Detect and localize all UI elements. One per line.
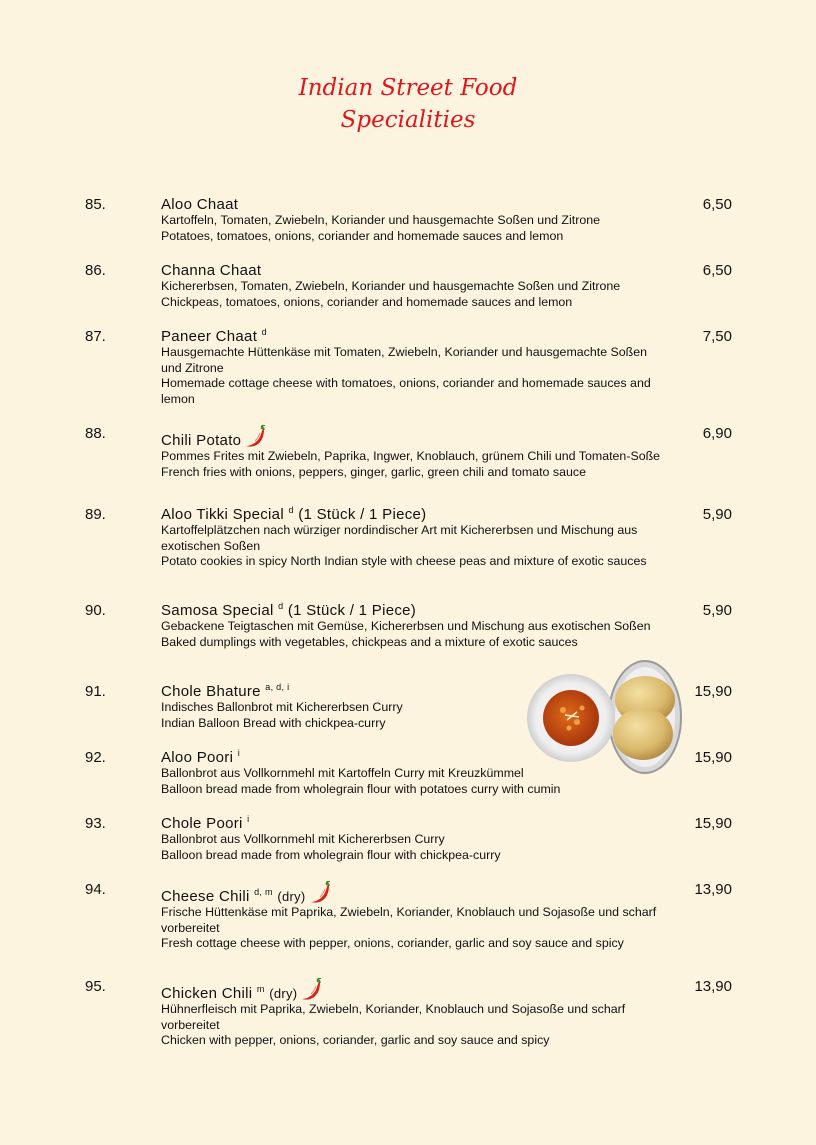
item-price: 13,90	[694, 881, 732, 898]
item-body	[161, 262, 661, 310]
item-number: 89.	[85, 506, 106, 523]
chili-pepper-icon	[310, 881, 332, 905]
item-description-de: Ballonbrot aus Vollkornmehl mit Kichererbsen Curry	[161, 832, 445, 846]
item-description-en: Balloon bread made from wholegrain flour with chickpea-curry	[161, 847, 501, 862]
item-name-text: Aloo Poori	[161, 749, 234, 766]
allergen-codes: m	[256, 984, 265, 994]
item-description-de: Hausgemachte Hüttenkäse mit Tomaten, Zwiebeln, Koriander und hausgemachte Soßen und Zitrone	[161, 345, 648, 375]
item-name	[161, 602, 661, 619]
item-price: 15,90	[694, 683, 732, 700]
item-name-text: Aloo Tikki Special	[161, 506, 284, 523]
item-name	[161, 749, 661, 766]
item-name	[161, 978, 661, 1002]
item-description-de: Kartoffeln, Tomaten, Zwiebeln, Koriander und hausgemachte Soßen und Zitrone	[161, 213, 600, 227]
item-number: 91.	[85, 683, 106, 700]
item-price: 15,90	[694, 749, 732, 766]
item-body	[161, 506, 661, 570]
item-body	[161, 602, 661, 650]
allergen-codes: i	[237, 748, 240, 758]
item-price: 7,50	[702, 328, 732, 345]
item-description-de: Gebackene Teigtaschen mit Gemüse, Kichererbsen und Mischung aus exotischen Soßen	[161, 619, 651, 633]
item-name-text: Chole Poori	[161, 815, 243, 832]
item-description-en: Potatoes, tomatoes, onions, coriander and homemade sauces and lemon	[161, 228, 564, 243]
item-name-text: Samosa Special	[161, 602, 274, 619]
item-description-de: Pommes Frites mit Zwiebeln, Paprika, Ingwer, Knoblauch, grünem Chili und Tomaten-Soße	[161, 449, 661, 463]
menu-title-line-1: Indian Street Food	[298, 75, 518, 101]
item-name-text: Paneer Chaat	[161, 328, 258, 345]
item-name-text: Chili Potato	[161, 432, 242, 449]
item-name	[161, 196, 661, 213]
allergen-codes: d	[261, 327, 267, 337]
item-description-de: Kichererbsen, Tomaten, Zwiebeln, Koriander und hausgemachte Soßen und Zitrone	[161, 279, 621, 293]
item-number: 88.	[85, 425, 106, 442]
item-name	[161, 881, 661, 905]
item-description-en: Homemade cottage cheese with tomatoes, onions, coriander and homemade sauces and lemon	[161, 376, 651, 406]
item-number: 95.	[85, 978, 106, 995]
item-name-text: Chicken Chili	[161, 985, 253, 1002]
item-body	[161, 683, 661, 731]
item-description-en: Fresh cottage cheese with pepper, onions, coriander, garlic and soy sauce and spicy	[161, 936, 624, 951]
item-description-de: Frische Hüttenkäse mit Paprika, Zwiebeln, Koriander, Knoblauch und Sojasoße und scharf vorbereitet	[161, 905, 657, 935]
item-body	[161, 196, 661, 244]
item-price: 13,90	[694, 978, 732, 995]
item-price: 6,90	[702, 425, 732, 442]
allergen-codes: a, d, i	[265, 682, 290, 692]
item-body	[161, 978, 661, 1049]
item-name	[161, 328, 661, 345]
item-description-en: Indian Balloon Bread with chickpea-curry	[161, 715, 386, 730]
item-price: 6,50	[702, 196, 732, 213]
item-name	[161, 425, 661, 449]
item-body	[161, 749, 661, 797]
item-number: 92.	[85, 749, 106, 766]
item-portion: (dry)	[269, 986, 298, 1001]
item-description-de: Ballonbrot aus Vollkornmehl mit Kartoffeln Curry mit Kreuzkümmel	[161, 766, 524, 780]
allergen-codes: i	[247, 814, 250, 824]
item-description-en: Balloon bread made from wholegrain flour with potatoes curry with cumin	[161, 781, 561, 796]
item-name-text: Channa Chaat	[161, 262, 262, 279]
item-number: 87.	[85, 328, 106, 345]
allergen-codes: d	[288, 505, 294, 515]
item-body	[161, 425, 661, 480]
item-portion: (1 Stück / 1 Piece)	[287, 602, 417, 619]
menu-title	[0, 72, 816, 136]
item-portion: (1 Stück / 1 Piece)	[298, 506, 427, 523]
item-description-en: Potato cookies in spicy North Indian style with cheese peas and mixture of exotic sauces	[161, 554, 647, 569]
item-description-en: Baked dumplings with vegetables, chickpeas and a mixture of exotic sauces	[161, 634, 578, 649]
menu-title-line-2: Specialities	[340, 107, 476, 133]
item-body	[161, 881, 661, 952]
item-name	[161, 506, 661, 523]
item-price: 5,90	[702, 506, 732, 523]
item-name-text: Chole Bhature	[161, 683, 261, 700]
item-number: 90.	[85, 602, 106, 619]
item-body	[161, 815, 661, 863]
item-description-de: Kartoffelplätzchen nach würziger nordindischer Art mit Kichererbsen und Mischung aus exotischen Soßen	[161, 523, 638, 553]
item-number: 94.	[85, 881, 106, 898]
item-description-en: Chickpeas, tomatoes, onions, coriander and homemade sauces and lemon	[161, 294, 573, 309]
chili-pepper-icon	[301, 978, 323, 1002]
item-name-text: Cheese Chili	[161, 888, 250, 905]
allergen-codes: d	[278, 601, 284, 611]
item-number: 85.	[85, 196, 106, 213]
item-name	[161, 815, 661, 832]
item-description-de: Indisches Ballonbrot mit Kichererbsen Curry	[161, 700, 403, 714]
item-portion: (dry)	[277, 889, 306, 904]
item-description-en: Chicken with pepper, onions, coriander, garlic and soy sauce and spicy	[161, 1033, 550, 1048]
item-price: 6,50	[702, 262, 732, 279]
chili-pepper-icon	[245, 425, 267, 449]
allergen-codes: d, m	[254, 887, 273, 897]
item-number: 93.	[85, 815, 106, 832]
item-name	[161, 683, 661, 700]
item-price: 5,90	[702, 602, 732, 619]
item-number: 86.	[85, 262, 106, 279]
item-name-text: Aloo Chaat	[161, 196, 239, 213]
item-name	[161, 262, 661, 279]
item-price: 15,90	[694, 815, 732, 832]
item-body	[161, 328, 661, 407]
item-description-de: Hühnerfleisch mit Paprika, Zwiebeln, Koriander, Knoblauch und Sojasoße und scharf vorbereitet	[161, 1002, 626, 1032]
item-description-en: French fries with onions, peppers, ginger, garlic, green chili and tomato sauce	[161, 464, 586, 479]
